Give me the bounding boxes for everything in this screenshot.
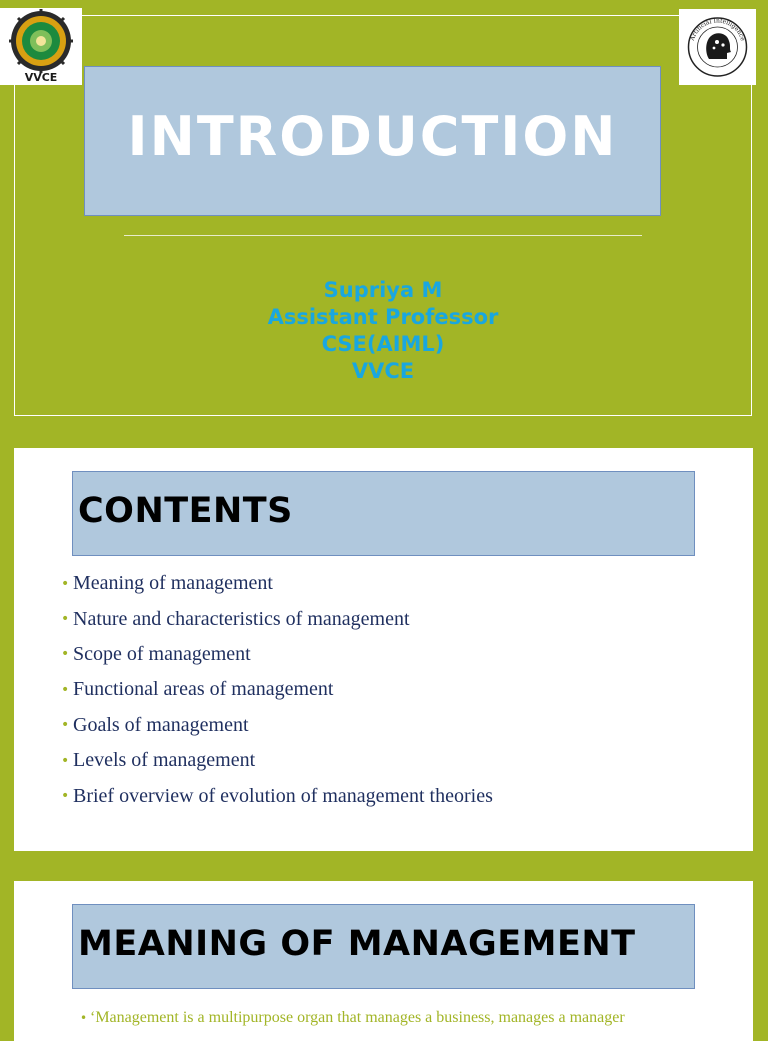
title-box bbox=[84, 66, 661, 216]
slide-title: INTRODUCTION bbox=[127, 104, 618, 168]
bullet-icon: • bbox=[61, 681, 70, 698]
vvce-logo bbox=[0, 8, 82, 85]
author-name: Supriya M bbox=[323, 278, 443, 302]
list-item-text: Functional areas of management bbox=[73, 678, 334, 701]
meaning-heading-box bbox=[72, 904, 695, 989]
bullet-icon: • bbox=[61, 575, 70, 592]
list-item-text: Scope of management bbox=[73, 642, 251, 665]
list-item bbox=[61, 637, 493, 672]
svg-text:VVCE: VVCE bbox=[24, 71, 58, 84]
title-divider bbox=[124, 235, 642, 236]
bullet-icon: • bbox=[61, 611, 70, 628]
bullet-icon: • bbox=[61, 788, 70, 805]
list-item bbox=[61, 708, 493, 743]
bullet-icon: • bbox=[80, 1011, 88, 1025]
list-item bbox=[61, 672, 493, 707]
svg-text:Artificial Intelligence: Artificial Intelligence bbox=[688, 17, 747, 42]
author-department: CSE(AIML) bbox=[321, 332, 445, 356]
author-block bbox=[14, 277, 752, 385]
list-item-text: Levels of management bbox=[73, 749, 256, 772]
contents-slide bbox=[14, 448, 753, 851]
list-item-text: Nature and characteristics of management bbox=[73, 607, 410, 630]
list-item-text: Goals of management bbox=[73, 713, 249, 736]
contents-list bbox=[61, 566, 493, 814]
bullet-icon: • bbox=[61, 646, 70, 663]
list-item bbox=[61, 778, 493, 813]
list-item-text: Brief overview of evolution of management theories bbox=[73, 784, 493, 807]
bullet-icon: • bbox=[61, 717, 70, 734]
list-item bbox=[61, 743, 493, 778]
bullet-icon: • bbox=[61, 752, 70, 769]
meaning-heading: MEANING OF MANAGEMENT bbox=[78, 923, 636, 964]
list-item bbox=[61, 566, 493, 601]
author-designation: Assistant Professor bbox=[267, 305, 499, 329]
aiml-logo bbox=[679, 9, 756, 85]
contents-heading: CONTENTS bbox=[78, 490, 293, 531]
meaning-slide bbox=[14, 881, 753, 1041]
ai-head-icon bbox=[679, 9, 756, 85]
list-item bbox=[61, 601, 493, 636]
quote-text: ‘Management is a multipurpose organ that manages a business, manages a manager bbox=[90, 1009, 625, 1026]
contents-heading-box bbox=[72, 471, 695, 556]
vvce-emblem-icon bbox=[0, 8, 82, 85]
definition-quote bbox=[80, 1009, 625, 1027]
author-institution: VVCE bbox=[351, 359, 415, 383]
list-item-text: Meaning of management bbox=[73, 572, 273, 595]
